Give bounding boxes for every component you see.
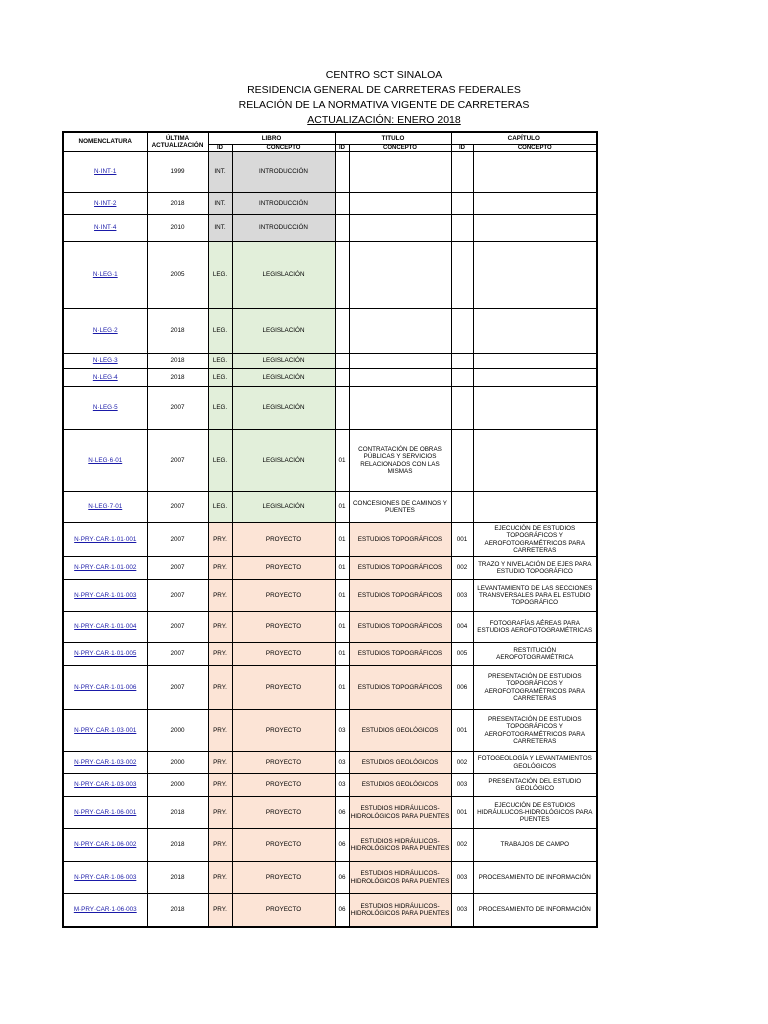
- capitulo-concepto-cell: FOTOGEOLOGÍA Y LEVANTAMIENTOS GEOLÓGICOS: [473, 752, 597, 774]
- libro-concepto-cell: LEGISLACIÓN: [232, 242, 335, 309]
- libro-concepto-cell: LEGISLACIÓN: [232, 492, 335, 523]
- year-cell: 2000: [147, 774, 208, 797]
- capitulo-concepto-cell: [473, 492, 597, 523]
- capitulo-concepto-cell: [473, 369, 597, 387]
- nomenclatura-cell: [63, 193, 147, 215]
- year-cell: 2007: [147, 430, 208, 492]
- table-row: [63, 612, 597, 643]
- table-row: [63, 752, 597, 774]
- year-cell: 2000: [147, 710, 208, 752]
- capitulo-id-cell: 001: [451, 797, 473, 829]
- titulo-id-cell: [335, 309, 349, 354]
- titulo-id-cell: [335, 215, 349, 242]
- titulo-id-cell: 01: [335, 666, 349, 710]
- capitulo-concepto-cell: PROCESAMIENTO DE INFORMACIÓN: [473, 894, 597, 927]
- year-cell: 2007: [147, 523, 208, 557]
- libro-concepto-cell: PROYECTO: [232, 612, 335, 643]
- capitulo-id-cell: [451, 242, 473, 309]
- nomenclatura-cell: [63, 492, 147, 523]
- titulo-concepto-cell: [349, 354, 451, 369]
- capitulo-id-cell: 002: [451, 829, 473, 862]
- titulo-concepto-cell: ESTUDIOS TOPOGRÁFICOS: [349, 612, 451, 643]
- table-row: [63, 666, 597, 710]
- libro-id-cell: PRY.: [208, 894, 232, 927]
- capitulo-concepto-cell: [473, 193, 597, 215]
- titulo-id-cell: 01: [335, 430, 349, 492]
- capitulo-concepto-cell: RESTITUCIÓN AEROFOTOGRAMÉTRICA: [473, 643, 597, 666]
- libro-id-cell: PRY.: [208, 752, 232, 774]
- table-row: [63, 557, 597, 580]
- table-row: [63, 829, 597, 862]
- capitulo-concepto-cell: FOTOGRAFÍAS AÉREAS PARA ESTUDIOS AEROFOTOGRAMÉTRICAS: [473, 612, 597, 643]
- table-row: [63, 797, 597, 829]
- norma-link[interactable]: N·INT·4: [94, 224, 117, 232]
- libro-id-cell: PRY.: [208, 612, 232, 643]
- nomenclatura-cell: [63, 430, 147, 492]
- table-row: [63, 894, 597, 927]
- capitulo-concepto-cell: EJECUCIÓN DE ESTUDIOS HIDRÁULUCOS-HIDROLÓGICOS PARA PUENTES: [473, 797, 597, 829]
- norma-link[interactable]: N·PRY·CAR·1·01·004: [74, 623, 137, 631]
- libro-concepto-cell: INTRODUCCIÓN: [232, 215, 335, 242]
- titulo-concepto-cell: ESTUDIOS GEOLÓGICOS: [349, 774, 451, 797]
- header-line-actualizacion: ACTUALIZACIÓN: ENERO 2018: [307, 114, 461, 126]
- titulo-id-cell: [335, 193, 349, 215]
- nomenclatura-cell: [63, 612, 147, 643]
- titulo-id-cell: 01: [335, 557, 349, 580]
- titulo-id-cell: 01: [335, 612, 349, 643]
- nomenclatura-cell: [63, 797, 147, 829]
- titulo-concepto-cell: CONCESIONES DE CAMINOS Y PUENTES: [349, 492, 451, 523]
- titulo-concepto-cell: ESTUDIOS HIDRÁULICOS-HIDROLÓGICOS PARA PUENTES: [349, 829, 451, 862]
- capitulo-id-cell: 003: [451, 774, 473, 797]
- capitulo-id-cell: [451, 430, 473, 492]
- libro-id-cell: LEG.: [208, 369, 232, 387]
- capitulo-id-cell: 001: [451, 710, 473, 752]
- libro-concepto-cell: PROYECTO: [232, 862, 335, 894]
- table-row: [63, 309, 597, 354]
- libro-id-cell: PRY.: [208, 643, 232, 666]
- titulo-id-cell: 03: [335, 752, 349, 774]
- table-row: [63, 492, 597, 523]
- capitulo-concepto-cell: PRESENTACIÓN DE ESTUDIOS TOPOGRÁFICOS Y AEROFOTOGRAMÉTRICOS PARA CARRETERAS: [473, 710, 597, 752]
- titulo-concepto-cell: [349, 387, 451, 430]
- nomenclatura-cell: [63, 354, 147, 369]
- norma-link[interactable]: N·PRY·CAR·1·03·003: [74, 781, 137, 789]
- titulo-id-cell: 03: [335, 774, 349, 797]
- titulo-concepto-cell: [349, 242, 451, 309]
- libro-concepto-cell: PROYECTO: [232, 666, 335, 710]
- libro-concepto-cell: INTRODUCCIÓN: [232, 193, 335, 215]
- titulo-concepto-cell: [349, 309, 451, 354]
- year-cell: 2005: [147, 242, 208, 309]
- capitulo-id-cell: [451, 152, 473, 193]
- capitulo-id-cell: 004: [451, 612, 473, 643]
- libro-concepto-cell: PROYECTO: [232, 829, 335, 862]
- capitulo-id-cell: 003: [451, 894, 473, 927]
- year-cell: 1999: [147, 152, 208, 193]
- capitulo-id-cell: [451, 492, 473, 523]
- capitulo-id-cell: 001: [451, 523, 473, 557]
- libro-concepto-cell: PROYECTO: [232, 752, 335, 774]
- capitulo-concepto-cell: [473, 387, 597, 430]
- titulo-concepto-cell: ESTUDIOS TOPOGRÁFICOS: [349, 666, 451, 710]
- capitulo-id-cell: 006: [451, 666, 473, 710]
- titulo-concepto-cell: [349, 215, 451, 242]
- capitulo-concepto-cell: [473, 215, 597, 242]
- titulo-id-cell: [335, 354, 349, 369]
- year-cell: 2000: [147, 752, 208, 774]
- capitulo-id-cell: 005: [451, 643, 473, 666]
- libro-id-cell: INT.: [208, 152, 232, 193]
- norma-link[interactable]: N·LEG·2: [92, 327, 118, 335]
- norma-link[interactable]: N·PRY·CAR·1·01·005: [74, 650, 137, 658]
- capitulo-id-cell: 003: [451, 580, 473, 612]
- table-row: [63, 354, 597, 369]
- titulo-id-cell: 01: [335, 580, 349, 612]
- libro-id-cell: PRY.: [208, 862, 232, 894]
- header-line-center: CENTRO SCT SINALOA: [325, 69, 443, 81]
- libro-id-cell: LEG.: [208, 430, 232, 492]
- titulo-concepto-cell: CONTRATACIÓN DE OBRAS PÚBLICAS Y SERVICIOS RELACIONADOS CON LAS MISMAS: [349, 430, 451, 492]
- capitulo-id-cell: [451, 354, 473, 369]
- year-cell: 2007: [147, 643, 208, 666]
- capitulo-concepto-cell: EJECUCIÓN DE ESTUDIOS TOPOGRÁFICOS Y AEROFOTOGRAMÉTRICOS PARA CARRETERAS: [473, 523, 597, 557]
- nomenclatura-cell: [63, 829, 147, 862]
- titulo-id-cell: [335, 242, 349, 309]
- table-row: [63, 193, 597, 215]
- capitulo-concepto-cell: [473, 242, 597, 309]
- capitulo-concepto-cell: TRABAJOS DE CAMPO: [473, 829, 597, 862]
- nomenclatura-cell: [63, 152, 147, 193]
- capitulo-concepto-cell: [473, 430, 597, 492]
- titulo-concepto-cell: ESTUDIOS TOPOGRÁFICOS: [349, 643, 451, 666]
- titulo-concepto-cell: ESTUDIOS GEOLÓGICOS: [349, 710, 451, 752]
- titulo-id-cell: [335, 387, 349, 430]
- libro-concepto-cell: PROYECTO: [232, 710, 335, 752]
- libro-concepto-cell: PROYECTO: [232, 894, 335, 927]
- document-header: [0, 68, 768, 128]
- nomenclatura-cell: [63, 369, 147, 387]
- capitulo-id-cell: 003: [451, 862, 473, 894]
- titulo-concepto-cell: [349, 369, 451, 387]
- nomenclatura-cell: [63, 643, 147, 666]
- capitulo-id-cell: 002: [451, 557, 473, 580]
- year-cell: 2018: [147, 369, 208, 387]
- nomenclatura-cell: [63, 752, 147, 774]
- table-row: [63, 387, 597, 430]
- capitulo-id-cell: [451, 369, 473, 387]
- libro-id-cell: INT.: [208, 215, 232, 242]
- libro-concepto-cell: LEGISLACIÓN: [232, 354, 335, 369]
- table-body: [63, 152, 597, 927]
- norma-link[interactable]: N·LEG·4: [92, 373, 118, 381]
- capitulo-concepto-cell: PRESENTACIÓN DE ESTUDIOS TOPOGRÁFICOS Y AEROFOTOGRAMÉTRICOS PARA CARRETERAS: [473, 666, 597, 710]
- norma-link[interactable]: N·LEG·1: [92, 271, 118, 279]
- libro-id-cell: PRY.: [208, 523, 232, 557]
- titulo-id-cell: 06: [335, 862, 349, 894]
- nomenclatura-cell: [63, 862, 147, 894]
- titulo-concepto-cell: ESTUDIOS HIDRÁULICOS-HIDROLÓGICOS PARA PUENTES: [349, 797, 451, 829]
- libro-concepto-cell: PROYECTO: [232, 774, 335, 797]
- nomenclatura-cell: [63, 387, 147, 430]
- table-row: [63, 430, 597, 492]
- libro-concepto-cell: PROYECTO: [232, 580, 335, 612]
- libro-concepto-cell: PROYECTO: [232, 643, 335, 666]
- titulo-id-cell: 06: [335, 894, 349, 927]
- table-row: [63, 523, 597, 557]
- year-cell: 2007: [147, 557, 208, 580]
- norma-link[interactable]: N·LEG·6·01: [88, 456, 123, 464]
- libro-concepto-cell: PROYECTO: [232, 557, 335, 580]
- norma-link[interactable]: N·INT·2: [94, 199, 117, 207]
- table-row: [63, 580, 597, 612]
- col-header-capitulo-concepto: CONCEPTO: [473, 145, 597, 152]
- year-cell: 2010: [147, 215, 208, 242]
- col-header-nomenclatura: NOMENCLATURA: [63, 132, 147, 152]
- norma-link[interactable]: N·INT·1: [94, 168, 117, 176]
- titulo-concepto-cell: ESTUDIOS TOPOGRÁFICOS: [349, 523, 451, 557]
- table-row: [63, 862, 597, 894]
- nomenclatura-cell: [63, 894, 147, 927]
- col-header-capitulo: CAPÍTULO: [451, 132, 597, 145]
- norma-link[interactable]: N·PRY·CAR·1·01·006: [74, 683, 137, 691]
- libro-id-cell: PRY.: [208, 774, 232, 797]
- year-cell: 2018: [147, 354, 208, 369]
- titulo-id-cell: 01: [335, 492, 349, 523]
- table-row: [63, 369, 597, 387]
- norma-link[interactable]: N·LEG·3: [92, 357, 118, 365]
- norma-link[interactable]: N·PRY·CAR·1·06·003: [74, 873, 137, 881]
- table-row: [63, 152, 597, 193]
- year-cell: 2018: [147, 894, 208, 927]
- titulo-id-cell: 01: [335, 523, 349, 557]
- libro-id-cell: LEG.: [208, 309, 232, 354]
- titulo-concepto-cell: ESTUDIOS HIDRÁULICOS-HIDROLÓGICOS PARA PUENTES: [349, 894, 451, 927]
- col-header-titulo: TITULO: [335, 132, 451, 145]
- libro-concepto-cell: PROYECTO: [232, 523, 335, 557]
- capitulo-id-cell: [451, 215, 473, 242]
- libro-id-cell: PRY.: [208, 557, 232, 580]
- libro-concepto-cell: INTRODUCCIÓN: [232, 152, 335, 193]
- capitulo-concepto-cell: TRAZO Y NIVELACIÓN DE EJES PARA ESTUDIO TOPOGRÁFICO: [473, 557, 597, 580]
- nomenclatura-cell: [63, 710, 147, 752]
- col-header-ultima-actualizacion: ÚLTIMA ACTUALIZACIÓN: [147, 132, 208, 152]
- norma-link[interactable]: N·PRY·CAR·1·06·002: [74, 841, 137, 849]
- titulo-id-cell: 03: [335, 710, 349, 752]
- libro-id-cell: LEG.: [208, 354, 232, 369]
- norma-link[interactable]: M·PRY·CAR·1·06·003: [73, 906, 137, 914]
- year-cell: 2018: [147, 309, 208, 354]
- nomenclatura-cell: [63, 242, 147, 309]
- year-cell: 2018: [147, 862, 208, 894]
- capitulo-concepto-cell: PRESENTACIÓN DEL ESTUDIO GEOLÓGICO: [473, 774, 597, 797]
- capitulo-concepto-cell: [473, 309, 597, 354]
- table-row: [63, 774, 597, 797]
- col-header-libro: LIBRO: [208, 132, 335, 145]
- titulo-id-cell: 06: [335, 797, 349, 829]
- year-cell: 2018: [147, 797, 208, 829]
- col-header-libro-concepto: CONCEPTO: [232, 145, 335, 152]
- normativa-table: [62, 131, 598, 928]
- capitulo-concepto-cell: [473, 354, 597, 369]
- year-cell: 2018: [147, 829, 208, 862]
- nomenclatura-cell: [63, 666, 147, 710]
- header-line-relacion: RELACIÓN DE LA NORMATIVA VIGENTE DE CARRETERAS: [238, 99, 530, 111]
- nomenclatura-cell: [63, 774, 147, 797]
- col-header-capitulo-id: ID: [451, 145, 473, 152]
- capitulo-id-cell: 002: [451, 752, 473, 774]
- capitulo-concepto-cell: [473, 152, 597, 193]
- libro-id-cell: INT.: [208, 193, 232, 215]
- libro-id-cell: PRY.: [208, 666, 232, 710]
- norma-link[interactable]: N·PRY·CAR·1·03·002: [74, 758, 137, 766]
- libro-id-cell: PRY.: [208, 710, 232, 752]
- norma-link[interactable]: N·PRY·CAR·1·01·002: [74, 564, 137, 572]
- capitulo-concepto-cell: PROCESAMIENTO DE INFORMACIÓN: [473, 862, 597, 894]
- libro-concepto-cell: PROYECTO: [232, 797, 335, 829]
- col-header-titulo-concepto: CONCEPTO: [349, 145, 451, 152]
- libro-concepto-cell: LEGISLACIÓN: [232, 387, 335, 430]
- table-row: [63, 643, 597, 666]
- norma-link[interactable]: N·PRY·CAR·1·01·001: [74, 535, 137, 543]
- year-cell: 2018: [147, 193, 208, 215]
- titulo-concepto-cell: ESTUDIOS TOPOGRÁFICOS: [349, 557, 451, 580]
- nomenclatura-cell: [63, 557, 147, 580]
- libro-concepto-cell: LEGISLACIÓN: [232, 369, 335, 387]
- norma-link[interactable]: N·LEG·5: [92, 404, 118, 412]
- titulo-concepto-cell: ESTUDIOS HIDRÁULICOS-HIDROLÓGICOS PARA PUENTES: [349, 862, 451, 894]
- table-row: [63, 710, 597, 752]
- libro-concepto-cell: LEGISLACIÓN: [232, 309, 335, 354]
- titulo-concepto-cell: [349, 152, 451, 193]
- norma-link[interactable]: N·LEG·7·01: [88, 503, 123, 511]
- titulo-concepto-cell: ESTUDIOS TOPOGRÁFICOS: [349, 580, 451, 612]
- capitulo-id-cell: [451, 387, 473, 430]
- libro-id-cell: PRY.: [208, 797, 232, 829]
- norma-link[interactable]: N·PRY·CAR·1·06·001: [74, 808, 137, 816]
- libro-id-cell: LEG.: [208, 492, 232, 523]
- nomenclatura-cell: [63, 215, 147, 242]
- year-cell: 2007: [147, 492, 208, 523]
- year-cell: 2007: [147, 387, 208, 430]
- titulo-id-cell: [335, 369, 349, 387]
- header-line-residencia: RESIDENCIA GENERAL DE CARRETERAS FEDERALES: [247, 84, 521, 96]
- year-cell: 2007: [147, 612, 208, 643]
- nomenclatura-cell: [63, 309, 147, 354]
- col-header-titulo-id: ID: [335, 145, 349, 152]
- norma-link[interactable]: N·PRY·CAR·1·01·003: [74, 591, 137, 599]
- capitulo-id-cell: [451, 193, 473, 215]
- libro-id-cell: LEG.: [208, 387, 232, 430]
- titulo-id-cell: [335, 152, 349, 193]
- year-cell: 2007: [147, 580, 208, 612]
- titulo-id-cell: 06: [335, 829, 349, 862]
- capitulo-concepto-cell: LEVANTAMIENTO DE LAS SECCIONES TRANSVERSALES PARA EL ESTUDIO TOPOGRÁFICO: [473, 580, 597, 612]
- titulo-id-cell: 01: [335, 643, 349, 666]
- capitulo-id-cell: [451, 309, 473, 354]
- libro-concepto-cell: LEGISLACIÓN: [232, 430, 335, 492]
- table-row: [63, 215, 597, 242]
- libro-id-cell: LEG.: [208, 242, 232, 309]
- col-header-libro-id: ID: [208, 145, 232, 152]
- norma-link[interactable]: N·PRY·CAR·1·03·001: [74, 726, 137, 734]
- year-cell: 2007: [147, 666, 208, 710]
- titulo-concepto-cell: ESTUDIOS GEOLÓGICOS: [349, 752, 451, 774]
- titulo-concepto-cell: [349, 193, 451, 215]
- nomenclatura-cell: [63, 580, 147, 612]
- libro-id-cell: PRY.: [208, 580, 232, 612]
- libro-id-cell: PRY.: [208, 829, 232, 862]
- nomenclatura-cell: [63, 523, 147, 557]
- table-row: [63, 242, 597, 309]
